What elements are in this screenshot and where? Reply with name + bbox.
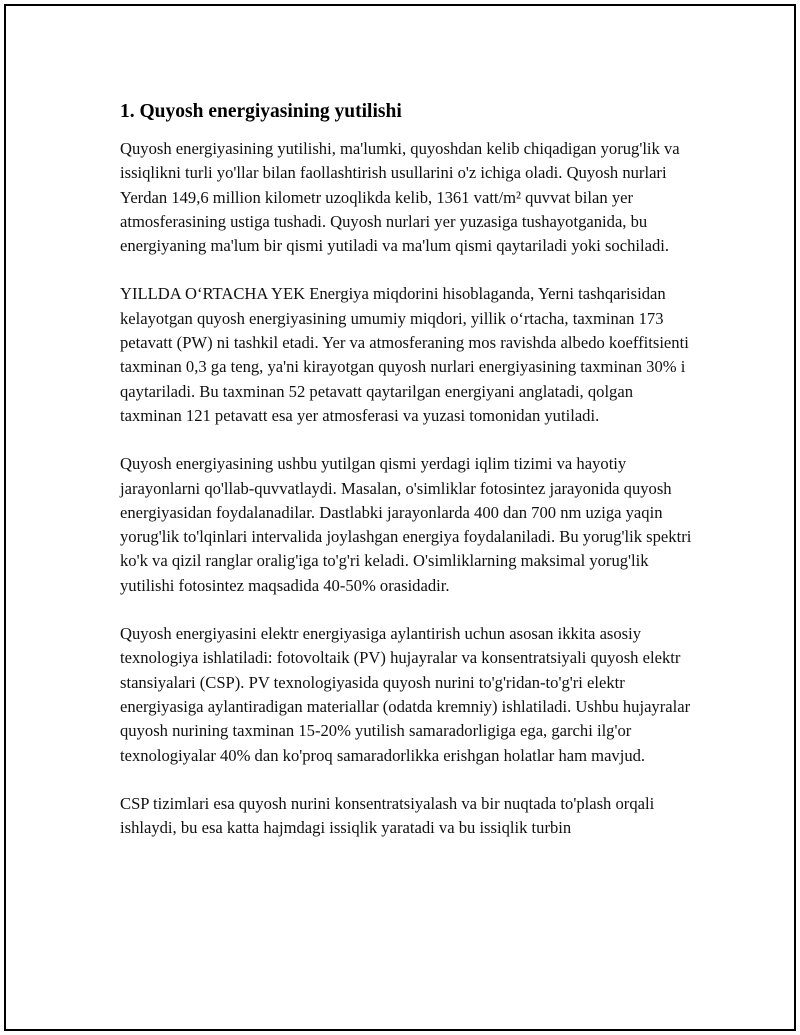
paragraph-annual-energy: YILLDA O‘RTACHA YEK Energiya miqdorini hisoblaganda, Yerni tashqarisidan kelayotgan quyosh energiyasining umumiy miqdori, yillik o‘rtacha, taxminan 173 petavatt (PW) ni tashkil etadi. Yer va atmosferaning mos ravishda albedo koeffitsienti taxminan 0,3 ga teng, ya'ni kirayotgan quyosh nurlari energiyasining taxminan 30% i qaytariladi. Bu taxminan 52 petavatt qaytarilgan energiyani anglatadi, qolgan taxminan 121 petavatt esa yer atmosferasi va yuzasi tomonidan yutiladi. xyxy=(120,284,689,425)
document-body xyxy=(120,99,696,864)
paragraph-photosynthesis: Quyosh energiyasining ushbu yutilgan qismi yerdagi iqlim tizimi va hayotiy jarayonlarni qo'llab-quvvatlaydi. Masalan, o'simliklar fotosintez jarayonida quyosh energiyasidan foydalanadilar. Dastlabki jarayonlarda 400 dan 700 nm uziga yaqin yorug'lik to'lqinlari intervalida joylashgan energiya foydalaniladi. Bu yorug'lik spektri ko'k va qizil ranglar oralig'iga to'g'ri keladi. O'simliklarning maksimal yorug'lik yutilishi fotosintez maqsadida 40-50% orasidadir. xyxy=(120,454,692,595)
document-page xyxy=(4,4,796,1031)
paragraph-csp-systems: CSP tizimlari esa quyosh nurini konsentratsiyalash va bir nuqtada to'plash orqali ishlaydi, bu esa katta hajmdagi issiqlik yaratadi va bu issiqlik turbin xyxy=(120,793,655,838)
section-heading: 1. Quyosh energiyasining yutilishi xyxy=(120,101,402,122)
paragraph-pv-csp: Quyosh energiyasini elektr energiyasiga aylantirish uchun asosan ikkita asosiy texnologiya ishlatiladi: fotovoltaik (PV) hujayralar va konsentratsiyali quyosh elektr stansiyalari (CSP). PV texnologiyasida quyosh nurini to'g'ridan-to'g'ri elektr energiyasiga aylantiradigan materiallar (odatda kremniy) ishlatiladi. Ushbu hujayralar quyosh nurining taxminan 15-20% yutilish samaradorligiga ega, garchi ilg'or texnologiyalar 40% dan ko'proq samaradorlikka erishgan holatlar ham mavjud. xyxy=(120,624,691,765)
paragraph-absorption-intro: Quyosh energiyasining yutilishi, ma'lumki, quyoshdan kelib chiqadigan yorug'lik va issiqlikni turli yo'llar bilan faollashtirish usullarini o'z ichiga oladi. Quyosh nurlari Yerdan 149,6 million kilometr uzoqlikda kelib, 1361 vatt/m² quvvat bilan yer atmosferasining ustiga tushadi. Quyosh nurlari yer yuzasiga tushayotganida, bu energiyaning ma'lum bir qismi yutiladi va ma'lum qismi qaytariladi yoki sochiladi. xyxy=(120,139,680,256)
